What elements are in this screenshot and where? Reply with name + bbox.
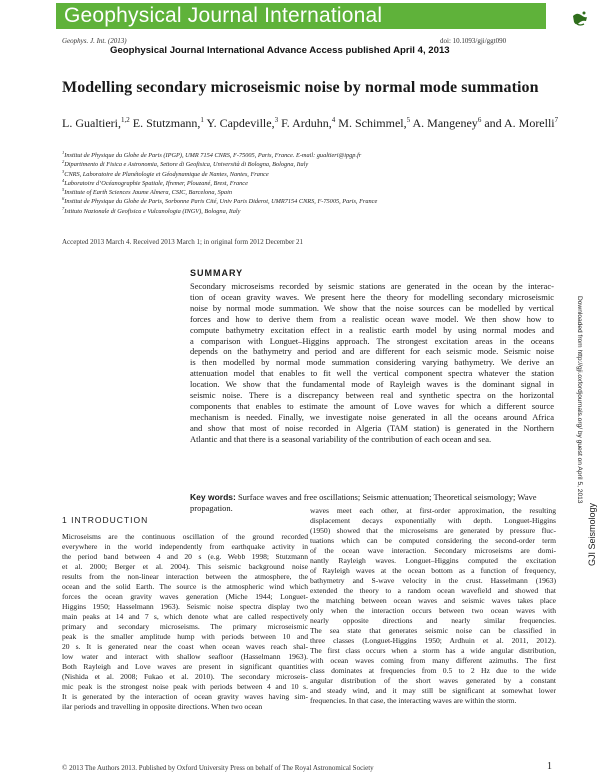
- download-sidebar: [575, 296, 583, 556]
- text-line: tuations which can be computed considering the second-order term: [310, 536, 556, 546]
- text-line: mechanism is needed. Finally, we investigate noise generated in all the oceans around Africa: [190, 411, 554, 422]
- text-line: and show that most of noise recorded in Algeria (TAM station) is generated in the Northern: [190, 422, 554, 433]
- affiliation-text: Institute of Earth Sciences Jaume Almera, CSIC, Barcelona, Spain: [64, 189, 232, 197]
- author: [412, 116, 481, 130]
- citation: Geophys. J. Int. (2013): [62, 37, 127, 45]
- summary-abstract: [190, 281, 554, 445]
- text-line: The first class occurs when a storm has a wide angular distribution,: [310, 646, 556, 656]
- affiliation-list: [62, 151, 522, 216]
- affiliation: [62, 197, 522, 206]
- author-affiliation-mark: 6: [477, 116, 482, 124]
- text-line: It is generated by the interaction of ocean gravity waves having sim-: [62, 692, 308, 702]
- text-line: Both Rayleigh and Love waves are present in significant quantities: [62, 662, 308, 672]
- text-line: primary and secondary microseisms. The primary microseismic: [62, 622, 308, 632]
- text-line: ocean and the solid Earth. The source is the atmospheric wind which: [62, 582, 308, 592]
- text-line: class dominates at frequencies from 0.5 to 2 Hz due to the wide: [310, 666, 556, 676]
- author-name: A. Mangeney: [412, 116, 478, 130]
- text-line: ilar periods and travelling in opposite directions. When two ocean: [62, 702, 263, 712]
- text-line: Microseisms are the continuous oscillation of the ground recorded: [62, 532, 308, 541]
- text-line: compute bathymetry excitation effect in a realistic earth model by using normal modes and: [190, 324, 554, 335]
- journal-banner: [56, 3, 546, 29]
- body-column-left: [62, 532, 308, 712]
- section-sidebar: [587, 466, 597, 566]
- text-line: bathymetry and S-wave velocity in the crust. Hasselmann (1963): [310, 576, 556, 586]
- doi-link[interactable]: doi: 10.1093/gji/ggt090: [440, 37, 507, 45]
- author-name: L. Gualtieri,: [62, 116, 121, 130]
- body-column-right: [310, 506, 556, 706]
- author-name: and A. Morelli: [484, 116, 555, 130]
- keywords-text: Surface waves and free oscillations; Seismic attenuation; Theoretical seismology; Wave propagation.: [190, 492, 537, 513]
- text-line: angular distribution of the short waves generated by a constant: [310, 676, 556, 686]
- affiliation-number: 4: [62, 177, 65, 183]
- affiliation-number: 6: [62, 196, 65, 202]
- text-line: only when the interaction occurs between two ocean waves with: [310, 606, 556, 616]
- affiliation: [62, 207, 522, 216]
- affiliation: [62, 170, 522, 179]
- text-line: peak is the smaller amplitude hump with periods between 10 and: [62, 632, 308, 642]
- author-affiliation-mark: 1,2: [120, 116, 130, 124]
- affiliation: [62, 151, 522, 160]
- text-line: components that enables to estimate the amount of Love waves for which a different source: [190, 400, 554, 411]
- text-line: nearly opposite directions and nearly similar frequencies.: [310, 616, 556, 626]
- affiliation-text: CNRS, Laboratoire de Planétologie et Géodynamique de Nantes, Nantes, France: [64, 170, 269, 178]
- text-line: of Rayleigh waves at the ocean bottom as a function of frequency,: [310, 566, 556, 576]
- advance-access-line: Geophysical Journal International Advance Access published April 4, 2013: [110, 45, 450, 56]
- text-line: (1950) showed that the microseisms are generated by pressure fluc-: [310, 526, 556, 536]
- author-affiliation-mark: 1: [200, 116, 204, 124]
- text-line: mic peak is the strongest noise peak with periods between 4 and 10 s.: [62, 682, 308, 692]
- keywords-label: Key words:: [190, 492, 236, 502]
- text-line: low water and interact with shallow seafloor (Hasselmann 1963).: [62, 652, 308, 662]
- text-line: Atlantic and that there is a seasonal variability of the contribution of each ocean and sea.: [190, 433, 492, 444]
- author: [338, 116, 410, 130]
- text-line: attenuation model that enables to fit well the vertical component spectra whatever the station: [190, 368, 554, 379]
- download-sidebar-text[interactable]: Downloaded from http://gji.oxfordjournals.org/ by guest on April 5, 2013: [576, 296, 583, 504]
- text-line: depends on the bathymetry and period and are different for each seismic mode. Seismic noise: [190, 346, 554, 357]
- affiliation: [62, 179, 522, 188]
- text-line: frequencies. In that case, the interacting waves are within the storm.: [310, 696, 517, 706]
- paper-title: Modelling secondary microseismic noise by normal mode summation: [62, 79, 539, 96]
- affiliation-number: 5: [62, 187, 65, 193]
- text-line: the period band between 4 and 20 s (e.g. Webb 1998; Stutzmann: [62, 552, 308, 562]
- text-line: forces the ocean gravity waves generation (Miche 1944; Longuet-: [62, 592, 308, 602]
- author-name: M. Schimmel,: [338, 116, 407, 130]
- text-line: et al. 2000; Berger et al. 2004). This seismic background noise: [62, 562, 308, 572]
- text-line: waves meet each other, at first-order approximation, the resulting: [310, 506, 556, 515]
- text-line: is then modelled by normal mode summation considering varying bathymetry. We derive an: [190, 357, 554, 368]
- author-name: F. Arduhn,: [281, 116, 332, 130]
- author-list: [62, 115, 562, 131]
- journal-globe-logo-icon: [568, 8, 592, 30]
- text-line: seismic noise. There is a discrepancy between real and synthetic spectra on the horizontal: [190, 390, 554, 401]
- text-line: a comparison with Longuet–Higgins approach. The strongest excitation areas in the oceans: [190, 335, 554, 346]
- affiliation-text: Institut de Physique du Globe de Paris (IPGP), UMR 7154 CNRS, F-75005, Paris, France. E-mail: gualtieri@ipgp.fr: [64, 152, 362, 159]
- text-line: displacement decays exponentially with depth. Longuet-Higgins: [310, 516, 556, 526]
- affiliation-number: 3: [62, 168, 65, 174]
- accepted-dates: Accepted 2013 March 4. Received 2013 March 1; in original form 2012 December 21: [62, 238, 304, 246]
- copyright-footer: © 2013 The Authors 2013. Published by Oxford University Press on behalf of The Royal Astronomical Society: [62, 764, 374, 772]
- author: [206, 116, 278, 130]
- text-line: Higgins 1950; Hasselmann 1963). Seismic noise spectra display two: [62, 602, 308, 612]
- journal-title: Geophysical Journal International: [64, 4, 383, 27]
- summary-heading: SUMMARY: [190, 268, 244, 278]
- affiliation: [62, 160, 522, 169]
- text-line: extended the theory to a random ocean wavefield and showed that: [310, 586, 556, 596]
- text-line: Secondary microseisms recorded by seismic stations are generated in the ocean by the interac-: [190, 281, 554, 291]
- section-heading-introduction: 1 INTRODUCTION: [62, 515, 149, 525]
- affiliation-text: Istituto Nazionale di Geofisica e Vulcanologia (INGV), Bologna, Italy: [64, 207, 241, 215]
- text-line: The sea state that generates seismic noise can be classified in: [310, 626, 556, 636]
- author: [62, 116, 130, 130]
- author-name: E. Stutzmann,: [132, 116, 201, 130]
- text-line: results from the non-linear interaction between the atmosphere, the: [62, 572, 308, 582]
- affiliation-text: Dipartimento di Fisica e Astronomia, Settore di Geofisica, Università di Bologna, Bologna, Italy: [64, 161, 309, 169]
- author: [133, 116, 204, 130]
- text-line: tion of ocean gravity waves. We present here the theory for modelling secondary microseismic: [190, 291, 554, 302]
- text-line: location. We show that the fundamental mode of Rayleigh waves is the dominant signal in: [190, 379, 554, 390]
- author-affiliation-mark: 3: [274, 116, 279, 124]
- affiliation-number: 7: [62, 205, 65, 211]
- author: [281, 116, 335, 130]
- text-line: nantly Rayleigh waves. Longuet–Higgins computed the excitation: [310, 556, 556, 566]
- affiliation: [62, 188, 522, 197]
- text-line: and steady wind, and it may still be significant at somewhat lower: [310, 686, 556, 696]
- text-line: forces and how to derive them from a realistic ocean wave model. We then show how to: [190, 313, 554, 324]
- author: [484, 116, 558, 130]
- text-line: three classes (Longuet-Higgins 1950; Ardhuin et al. 2011, 2012).: [310, 636, 556, 646]
- text-line: of the ocean wave interaction. Secondary microseisms are domi-: [310, 546, 556, 556]
- text-line: main peaks at 14 and 7 s, which denote what are called respectively: [62, 612, 308, 622]
- author-name: Y. Capdeville,: [206, 116, 275, 130]
- text-line: with ocean waves coming from many different azimuths. The first: [310, 656, 556, 666]
- text-line: noise by normal mode summation. We show that the noise sources can be modelled by vertical: [190, 302, 554, 313]
- text-line: 20 s. It is generated near the coast when ocean waves reach shal-: [62, 642, 308, 652]
- text-line: everywhere in the world independently from earthquake activity in: [62, 542, 308, 552]
- author-affiliation-mark: 4: [331, 116, 336, 124]
- page-number: 1: [547, 761, 552, 772]
- author-affiliation-mark: 5: [406, 116, 411, 124]
- affiliation-number: 1: [62, 150, 65, 155]
- text-line: the matching between ocean waves and seismic waves takes place: [310, 596, 556, 606]
- affiliation-number: 2: [62, 159, 65, 165]
- author-affiliation-mark: 7: [554, 116, 559, 124]
- affiliation-text: Institut de Physique du Globe de Paris, Sorbonne Paris Cité, Univ Paris Diderot, UMR7154 CNRS, F-75005, Paris, France: [64, 198, 378, 206]
- text-line: (Nishida et al. 2008; Fukao et al. 2010). The secondary microseis-: [62, 672, 308, 682]
- section-sidebar-label: GJI Seismology: [587, 502, 597, 566]
- affiliation-text: Laboratoire d’Océanographie Spatiale, Ifremer, Plouzané, Brest, France: [64, 179, 248, 187]
